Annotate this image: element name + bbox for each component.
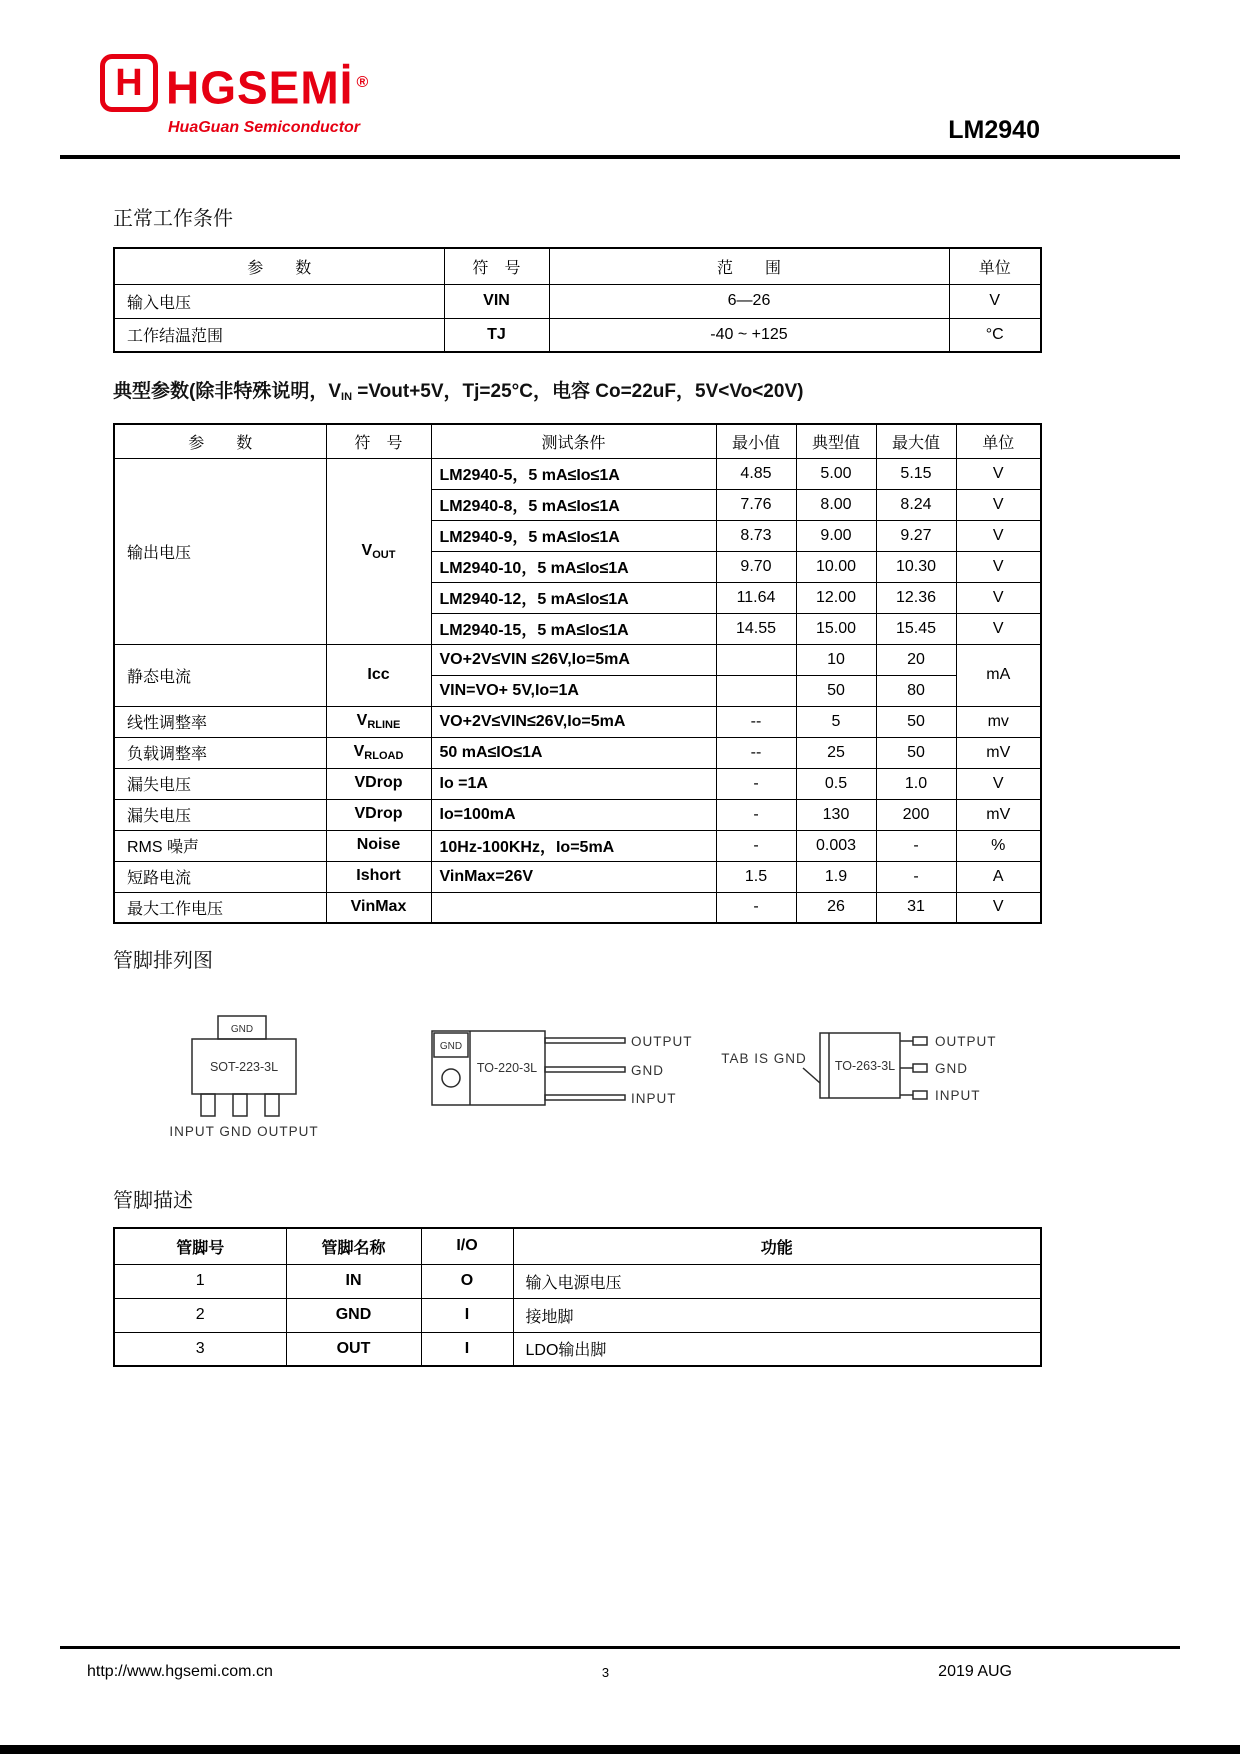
col-header: 典型值 [796,424,876,458]
unit-cell: mv [956,706,1041,737]
to220-pin-label: OUTPUT [631,1034,693,1049]
section-title-pin-diagram: 管脚排列图 [113,950,213,972]
range-cell: -40 ~ +125 [549,318,949,352]
condition-cell: LM2940-12，5 mA≤Io≤1A [431,582,716,613]
min-cell: - [716,768,796,799]
to263-name: TO-263-3L [834,1059,896,1073]
to220-gnd-label: GND [439,1041,463,1052]
symbol-cell: $V_{OUT}$ [326,458,431,644]
section-title-operating-conditions: 正常工作条件 [113,208,233,230]
condition-cell: Io=100mA [431,799,716,830]
typ-cell: 0.003 [796,830,876,861]
operating-conditions-table [113,247,1042,353]
min-cell: 1.5 [716,861,796,892]
table-row [114,284,1041,318]
table-row [114,1332,1041,1366]
unit-cell: mA [956,644,1041,706]
typ-cell: 0.5 [796,768,876,799]
condition-cell: LM2940-8，5 mA≤Io≤1A [431,489,716,520]
condition-cell: VO+2V≤VIN≤26V,Io=5mA [431,706,716,737]
max-cell: 50 [876,706,956,737]
unit-cell: V [949,284,1041,318]
max-cell: 8.24 [876,489,956,520]
table-row [114,1298,1041,1332]
registered-mark: ® [356,74,370,91]
min-cell: - [716,830,796,861]
min-cell: - [716,799,796,830]
max-cell: - [876,830,956,861]
max-cell: 50 [876,737,956,768]
unit-cell: V [956,768,1041,799]
to263-package [721,1033,996,1103]
param-cell: 输入电压 [114,284,444,318]
pin-description-table [113,1227,1042,1367]
condition-cell: LM2940-15，5 mA≤Io≤1A [431,613,716,644]
max-cell: 80 [876,675,956,706]
condition-cell: LM2940-5，5 mA≤Io≤1A [431,458,716,489]
col-header: 测试条件 [431,424,716,458]
sot223-pin3 [265,1094,279,1116]
condition-cell: VinMax=26V [431,861,716,892]
sot223-pin2 [233,1094,247,1116]
symbol-cell: TJ [444,318,549,352]
to220-mount-hole [442,1069,460,1087]
unit-cell: % [956,830,1041,861]
to220-package [432,1031,693,1106]
unit-cell: V [956,613,1041,644]
max-cell: 9.27 [876,520,956,551]
col-header: 管脚名称 [286,1228,421,1264]
pin-function-cell: 接地脚 [513,1298,1041,1332]
col-header: 最小值 [716,424,796,458]
col-header: 符 号 [444,248,549,284]
page-number: 3 [601,1664,610,1680]
pin-name-cell: GND [286,1298,421,1332]
col-header: 单位 [949,248,1041,284]
table-row [114,1264,1041,1298]
min-cell: -- [716,706,796,737]
pin-io-cell: I [421,1298,513,1332]
typ-cell: 10 [796,644,876,675]
max-cell: 5.15 [876,458,956,489]
max-cell: 15.45 [876,613,956,644]
param-cell: 漏失电压 [114,768,326,799]
param-cell: 输出电压 [114,458,326,644]
condition-cell [431,892,716,923]
to220-lead2 [545,1067,625,1072]
title-text: 典型参数(除非特殊说明，V [113,381,342,402]
table-row [114,892,1041,923]
typ-cell: 12.00 [796,582,876,613]
logo-h-icon [100,54,158,112]
min-cell: - [716,892,796,923]
pin-number-cell: 1 [114,1264,286,1298]
logo [100,54,369,137]
logo-letter: H [115,61,143,104]
to220-name: TO-220-3L [476,1061,538,1075]
param-cell: 线性调整率 [114,706,326,737]
param-cell: 工作结温范围 [114,318,444,352]
symbol-cell: VDrop [326,799,431,830]
max-cell: 20 [876,644,956,675]
symbol-cell: Ishort [326,861,431,892]
unit-cell: mV [956,737,1041,768]
brand-text: HGSEMİ ® [166,61,370,114]
symbol-cell: VDrop [326,768,431,799]
condition-cell: LM2940-10，5 mA≤Io≤1A [431,551,716,582]
table-row [114,458,1041,489]
symbol-cell: $V_{RLOAD}$ [326,737,431,768]
param-cell: 最大工作电压 [114,892,326,923]
typical-params-table [113,423,1042,924]
pin-function-cell: LDO输出脚 [513,1332,1041,1366]
sot223-pins-label: INPUT GND OUTPUT [169,1124,319,1139]
unit-cell: V [956,520,1041,551]
header-row [114,248,1041,284]
to263-pointer-line [803,1068,820,1083]
sot223-tab-label: GND [230,1024,254,1035]
col-header: 范 围 [549,248,949,284]
header-row [114,1228,1041,1264]
symbol-cell: Noise [326,830,431,861]
col-header: 参 数 [114,248,444,284]
min-cell: 9.70 [716,551,796,582]
typ-cell: 26 [796,892,876,923]
table-row [114,706,1041,737]
typ-cell: 5 [796,706,876,737]
typ-cell: 8.00 [796,489,876,520]
condition-cell: VO+2V≤VIN ≤26V,Io=5mA [431,644,716,675]
unit-cell: V [956,892,1041,923]
unit-cell: °C [949,318,1041,352]
param-cell: 短路电流 [114,861,326,892]
to220-pin-label: GND [631,1063,664,1078]
to263-pin-label: GND [935,1061,968,1076]
param-cell: 负载调整率 [114,737,326,768]
col-header: 功能 [513,1228,1041,1264]
typ-cell: 5.00 [796,458,876,489]
table-row [114,318,1041,352]
table-row [114,644,1041,675]
min-cell [716,675,796,706]
table-row [114,830,1041,861]
pin-name-cell: IN [286,1264,421,1298]
title-text: =Vout+5V，Tj=25°C，电容 Co=22uF，5V<Vo<20V) [352,381,804,402]
to263-pin-label: INPUT [935,1088,981,1103]
col-header: 管脚号 [114,1228,286,1264]
min-cell: -- [716,737,796,768]
footer-divider [60,1646,1180,1649]
max-cell: 31 [876,892,956,923]
typ-cell: 25 [796,737,876,768]
product-title: LM2940 [948,116,1040,144]
col-header: 单位 [956,424,1041,458]
min-cell [716,644,796,675]
pin-name-cell: OUT [286,1332,421,1366]
param-cell: RMS 噪声 [114,830,326,861]
typ-cell: 10.00 [796,551,876,582]
table-row [114,737,1041,768]
col-header: 最大值 [876,424,956,458]
unit-cell: V [956,489,1041,520]
symbol-cell: VinMax [326,892,431,923]
unit-cell: V [956,582,1041,613]
to263-pad1 [913,1037,927,1045]
bottom-bar [0,1745,1240,1754]
col-header: 符 号 [326,424,431,458]
typ-cell: 50 [796,675,876,706]
param-cell: 静态电流 [114,644,326,706]
logo-subtitle: HuaGuan Semiconductor [168,119,361,137]
footer-date: 2019 AUG [938,1663,1012,1680]
pin-io-cell: O [421,1264,513,1298]
col-header: I/O [421,1228,513,1264]
pin-io-cell: I [421,1332,513,1366]
section-title-typical-params [113,376,803,403]
min-cell: 7.76 [716,489,796,520]
range-cell: 6—26 [549,284,949,318]
max-cell: 10.30 [876,551,956,582]
typ-cell: 130 [796,799,876,830]
header-divider [60,155,1180,159]
unit-cell: V [956,551,1041,582]
footer [87,1663,1012,1681]
unit-cell: V [956,458,1041,489]
max-cell: 1.0 [876,768,956,799]
table-row [114,768,1041,799]
footer-url: http://www.hgsemi.com.cn [87,1663,273,1680]
to263-pad2 [913,1064,927,1072]
min-cell: 14.55 [716,613,796,644]
min-cell: 11.64 [716,582,796,613]
table-row [114,861,1041,892]
sot223-name: SOT-223-3L [209,1060,279,1074]
typ-cell: 15.00 [796,613,876,644]
unit-cell: A [956,861,1041,892]
min-cell: 8.73 [716,520,796,551]
condition-cell: LM2940-9，5 mA≤Io≤1A [431,520,716,551]
param-cell: 漏失电压 [114,799,326,830]
condition-cell: VIN=VO+ 5V,Io=1A [431,675,716,706]
typ-cell: 9.00 [796,520,876,551]
sot223-pin1 [201,1094,215,1116]
title-subscript: IN [341,391,353,403]
condition-cell: 50 mA≤IO≤1A [431,737,716,768]
condition-cell: 10Hz-100KHz，Io=5mA [431,830,716,861]
symbol-cell: $V_{RLINE}$ [326,706,431,737]
to220-pin-label: INPUT [631,1091,677,1106]
table-row [114,799,1041,830]
unit-cell: mV [956,799,1041,830]
condition-cell: Io =1A [431,768,716,799]
symbol-cell: Icc [326,644,431,706]
to263-pad3 [913,1091,927,1099]
to220-lead1 [545,1038,625,1043]
max-cell: - [876,861,956,892]
to220-lead3 [545,1095,625,1100]
symbol-cell: VIN [444,284,549,318]
typ-cell: 1.9 [796,861,876,892]
min-cell: 4.85 [716,458,796,489]
to263-tab-note: TAB IS GND [721,1051,807,1066]
pin-function-cell: 输入电源电压 [513,1264,1041,1298]
pin-number-cell: 2 [114,1298,286,1332]
col-header: 参 数 [114,424,326,458]
section-title-pin-description: 管脚描述 [113,1190,193,1212]
pin-number-cell: 3 [114,1332,286,1366]
max-cell: 12.36 [876,582,956,613]
pin-diagram [113,1008,1040,1158]
to263-pin-label: OUTPUT [935,1034,997,1049]
max-cell: 200 [876,799,956,830]
header-row [114,424,1041,458]
sot223-package [169,1016,318,1139]
